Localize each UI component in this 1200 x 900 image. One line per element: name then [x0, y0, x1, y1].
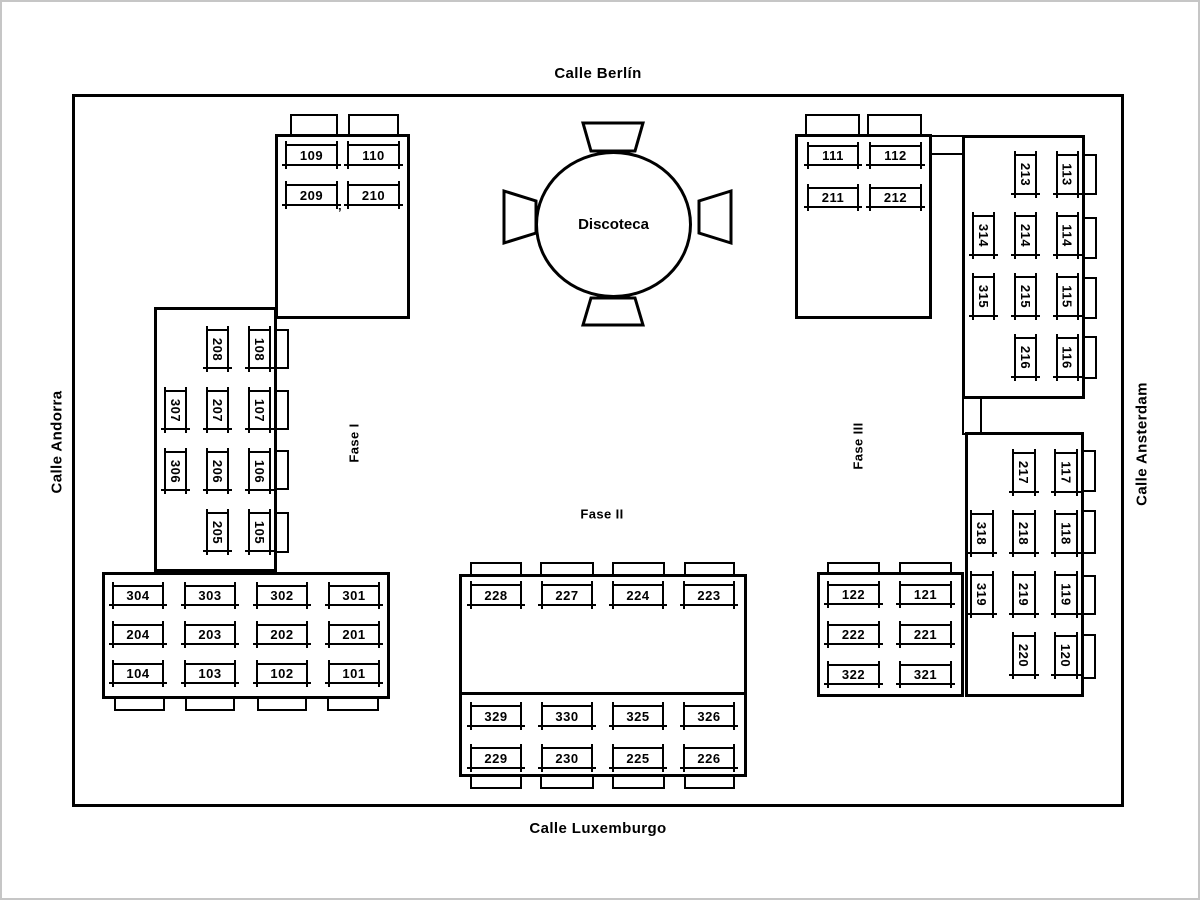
- unit-208: [206, 329, 229, 369]
- unit-label: 306: [168, 459, 184, 483]
- discoteca-label: Discoteca: [578, 216, 649, 233]
- unit-225: [612, 747, 664, 769]
- unit-102: [256, 663, 308, 684]
- street-label-top: Calle Berlín: [554, 65, 642, 82]
- unit-label: 304: [126, 588, 150, 603]
- unit-label: 108: [252, 337, 268, 361]
- unit-label: 228: [484, 587, 508, 603]
- block-center-lower-units: [462, 695, 735, 769]
- unit-label: 227: [555, 587, 579, 603]
- phase-label-fase-2: Fase II: [580, 506, 624, 522]
- block-center: [459, 574, 747, 777]
- unit-315: [972, 276, 995, 317]
- unit-label: 208: [210, 337, 226, 361]
- unit-label: 215: [1018, 284, 1034, 309]
- unit-322: [827, 664, 880, 685]
- unit-label: 203: [198, 627, 222, 642]
- unit-label: 223: [697, 587, 721, 603]
- unit-301: [328, 585, 380, 606]
- unit-203: [184, 624, 236, 645]
- block-left-strip: [154, 307, 277, 572]
- unit-314: [972, 215, 995, 256]
- unit-label: 211: [821, 190, 845, 205]
- unit-label: 206: [210, 459, 226, 483]
- unit-label: 220: [1016, 643, 1032, 668]
- unit-226: [683, 747, 735, 769]
- unit-204: [112, 624, 164, 645]
- unit-label: 109: [299, 147, 324, 163]
- unit-220: [1012, 635, 1036, 676]
- unit-112: [869, 145, 922, 166]
- unit-329: [470, 705, 522, 727]
- unit-213: [1014, 154, 1037, 195]
- unit-label: 214: [1018, 223, 1034, 248]
- unit-label: 229: [484, 750, 508, 766]
- unit-217: [1012, 452, 1036, 493]
- unit-label: 115: [1060, 285, 1076, 308]
- unit-306: [164, 451, 187, 491]
- unit-label: 121: [913, 587, 938, 602]
- unit-321: [899, 664, 952, 685]
- unit-label: 330: [555, 708, 579, 724]
- unit-label: 111: [822, 148, 844, 163]
- unit-101: [328, 663, 380, 684]
- unit-202: [256, 624, 308, 645]
- unit-104: [112, 663, 164, 684]
- block-top-right: [795, 134, 932, 319]
- unit-303: [184, 585, 236, 606]
- unit-215: [1014, 276, 1037, 317]
- unit-label: 113: [1060, 163, 1076, 186]
- unit-219: [1012, 574, 1036, 615]
- unit-label: 120: [1058, 643, 1074, 668]
- unit-116: [1056, 337, 1079, 378]
- unit-label: 325: [626, 708, 650, 724]
- connector-corridor: [930, 135, 964, 155]
- unit-108: [248, 329, 271, 369]
- unit-label: 221: [913, 627, 938, 642]
- stray-mark: ’: [338, 205, 342, 220]
- unit-label: 204: [126, 627, 150, 642]
- unit-111: [807, 145, 859, 166]
- unit-label: 217: [1016, 460, 1032, 485]
- unit-110: [347, 144, 400, 166]
- unit-label: 322: [841, 667, 866, 682]
- unit-label: 110: [362, 147, 385, 163]
- unit-label: 326: [697, 708, 721, 724]
- unit-318: [970, 513, 994, 554]
- block-bottom-right: [817, 572, 964, 697]
- unit-label: 230: [555, 750, 579, 766]
- unit-228: [470, 584, 522, 606]
- unit-label: 118: [1058, 522, 1074, 545]
- unit-330: [541, 705, 593, 727]
- unit-label: 213: [1018, 162, 1034, 187]
- unit-205: [206, 512, 229, 552]
- stray-mark: ’: [868, 203, 872, 218]
- unit-107: [248, 390, 271, 430]
- unit-label: 307: [168, 398, 184, 422]
- unit-325: [612, 705, 664, 727]
- unit-label: 303: [198, 588, 222, 603]
- unit-210: [347, 184, 400, 206]
- unit-label: 314: [976, 223, 992, 248]
- unit-117: [1054, 452, 1078, 493]
- unit-103: [184, 663, 236, 684]
- phase-label-fase-1: Fase I: [346, 423, 362, 463]
- street-label-left: Calle Andorra: [48, 390, 66, 494]
- unit-206: [206, 451, 229, 491]
- block-upper-right-strip: [962, 135, 1085, 399]
- unit-label: 114: [1060, 224, 1076, 247]
- unit-label: 122: [841, 587, 866, 602]
- unit-label: 119: [1058, 583, 1074, 606]
- unit-209: [285, 184, 338, 206]
- unit-label: 104: [126, 666, 150, 681]
- unit-label: 321: [913, 667, 938, 682]
- unit-230: [541, 747, 593, 769]
- unit-304: [112, 585, 164, 606]
- block-center-upper-units: [462, 577, 735, 606]
- unit-label: 329: [484, 708, 508, 724]
- block-top-left: [275, 134, 410, 319]
- unit-label: 315: [976, 284, 992, 309]
- unit-label: 202: [270, 627, 294, 642]
- unit-label: 107: [252, 398, 268, 422]
- unit-222: [827, 624, 880, 645]
- unit-302: [256, 585, 308, 606]
- unit-214: [1014, 215, 1037, 256]
- unit-207: [206, 390, 229, 430]
- unit-115: [1056, 276, 1079, 317]
- unit-218: [1012, 513, 1036, 554]
- unit-211: [807, 187, 859, 208]
- unit-label: 205: [210, 520, 226, 544]
- unit-label: 117: [1058, 461, 1074, 484]
- unit-label: 226: [697, 750, 721, 766]
- unit-119: [1054, 574, 1078, 615]
- unit-label: 216: [1018, 345, 1034, 370]
- unit-326: [683, 705, 735, 727]
- unit-label: 106: [252, 459, 268, 483]
- unit-109: [285, 144, 338, 166]
- unit-label: 103: [198, 666, 222, 681]
- unit-216: [1014, 337, 1037, 378]
- unit-label: 201: [342, 627, 366, 642]
- unit-label: 218: [1016, 521, 1032, 546]
- unit-label: 102: [270, 666, 294, 681]
- unit-113: [1056, 154, 1079, 195]
- unit-223: [683, 584, 735, 606]
- discoteca-circle: [535, 151, 692, 298]
- unit-label: 301: [342, 588, 366, 603]
- block-lower-right-strip: [965, 432, 1084, 697]
- unit-label: 212: [883, 190, 908, 205]
- unit-120: [1054, 635, 1078, 676]
- unit-229: [470, 747, 522, 769]
- unit-label: 210: [361, 187, 386, 203]
- unit-label: 302: [270, 588, 294, 603]
- unit-label: 224: [626, 587, 650, 603]
- unit-label: 207: [210, 398, 226, 422]
- unit-label: 105: [252, 520, 268, 544]
- unit-227: [541, 584, 593, 606]
- unit-319: [970, 574, 994, 615]
- unit-label: 225: [626, 750, 650, 766]
- unit-label: 219: [1016, 582, 1032, 607]
- unit-212: [869, 187, 922, 208]
- unit-105: [248, 512, 271, 552]
- unit-label: 318: [974, 521, 990, 546]
- unit-118: [1054, 513, 1078, 554]
- unit-label: 209: [299, 187, 324, 203]
- block-bottom-left: [102, 572, 390, 699]
- unit-label: 319: [974, 582, 990, 607]
- unit-label: 222: [841, 627, 866, 642]
- phase-label-fase-3: Fase III: [850, 422, 866, 470]
- unit-label: 112: [884, 148, 907, 163]
- unit-label: 116: [1060, 346, 1076, 369]
- unit-114: [1056, 215, 1079, 256]
- connector-stub: [962, 397, 982, 435]
- unit-106: [248, 451, 271, 491]
- street-label-right: Calle Ansterdam: [1133, 382, 1151, 506]
- unit-label: 101: [342, 666, 366, 681]
- street-label-bottom: Calle Luxemburgo: [529, 820, 667, 837]
- unit-122: [827, 584, 880, 605]
- unit-121: [899, 584, 952, 605]
- unit-224: [612, 584, 664, 606]
- unit-307: [164, 390, 187, 430]
- unit-201: [328, 624, 380, 645]
- unit-221: [899, 624, 952, 645]
